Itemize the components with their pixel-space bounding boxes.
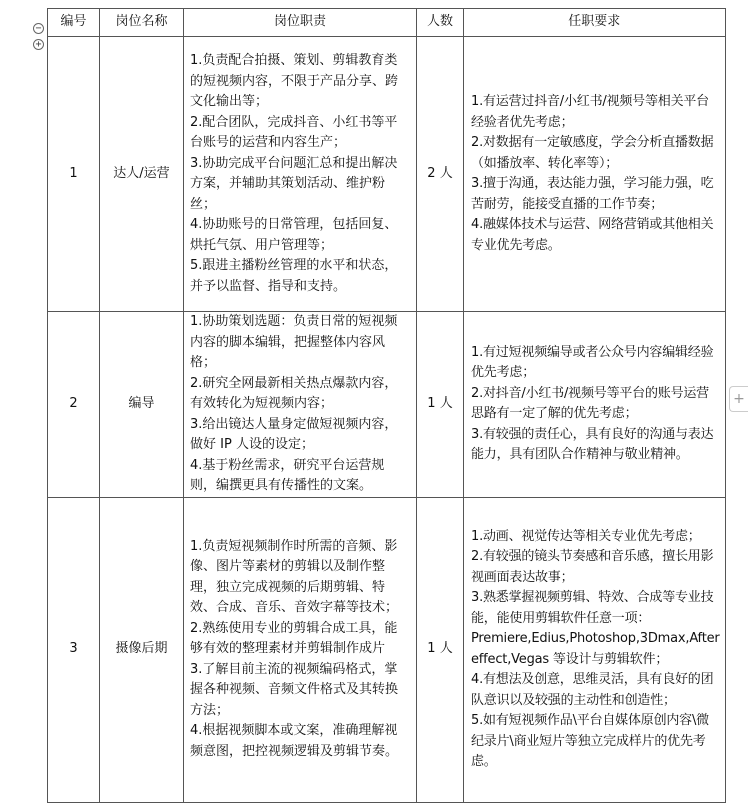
cell-position[interactable]: 摄像后期: [100, 497, 184, 802]
table-row: [48, 312, 726, 498]
table-header-row: [48, 9, 726, 37]
collapse-row-icon[interactable]: −: [33, 23, 44, 34]
add-row-icon[interactable]: +: [33, 39, 44, 50]
header-duties[interactable]: 岗位职责: [184, 9, 417, 37]
header-count[interactable]: 人数: [417, 9, 464, 37]
cell-count[interactable]: 1 人: [417, 312, 464, 498]
cell-duties[interactable]: [184, 37, 417, 312]
duties-text: 1.负责短视频制作时所需的音频、影像、图片等素材的剪辑以及制作整理，独立完成视频的后期剪辑、特效、合成、音乐、音效字幕等技术； 2.熟练使用专业的剪辑合成工具，能够有效的整理素材并剪辑制作成片 3.了解目前主流的视频编码格式，掌握各种视频、音频文件格式及其转换方法； 4.根据视频脚本或文案，准确理解视频意图，把控视频逻辑及剪辑节奏。: [190, 538, 399, 759]
table-row: [48, 497, 726, 802]
cell-requirements[interactable]: [464, 497, 726, 802]
header-requirements[interactable]: 任职要求: [464, 9, 726, 37]
cell-duties[interactable]: [184, 312, 417, 498]
requirements-text: 1.动画、视觉传达等相关专业优先考虑； 2.有较强的镜头节奏感和音乐感，擅长用影视画面表达故事； 3.熟悉掌握视频剪辑、特效、合成等专业技能，能使用剪辑软件任意一项：Premiere,Edius,Photoshop,3Dmax,After effect,Vegas 等设计与剪辑软件； 4.有想法及创意，思维灵活，具有良好的团队意识以及较强的主动性和创造性； 5.如有短视频作品\平台自媒体原创内容\微纪录片\商业短片等独立完成样片的优先考虑。: [471, 528, 720, 769]
cell-requirements[interactable]: [464, 37, 726, 312]
header-position[interactable]: 岗位名称: [100, 9, 184, 37]
cell-no[interactable]: 3: [48, 497, 100, 802]
cell-no[interactable]: 1: [48, 37, 100, 312]
requirements-text: 1.有过短视频编导或者公众号内容编辑经验优先考虑； 2.对抖音/小红书/视频号等平台的账号运营思路有一定了解的优先考虑； 3.有较强的责任心，具有良好的沟通与表达能力，具有团队合作精神与敬业精神。: [471, 344, 714, 463]
table-row: [48, 37, 726, 312]
cell-duties[interactable]: [184, 497, 417, 802]
duties-text: 1.协助策划选题：负责日常的短视频内容的脚本编辑，把握整体内容风格； 2.研究全网最新相关热点爆款内容，有效转化为短视频内容； 3.给出镜达人量身定做短视频内容，做好 IP 人设的设定； 4.基于粉丝需求，研究平台运营规则，编撰更具有传播性的文案。: [190, 314, 398, 493]
cell-requirements[interactable]: [464, 312, 726, 498]
add-column-button[interactable]: +: [729, 386, 748, 412]
requirements-text: 1.有运营过抖音/小红书/视频号等相关平台经验者优先考虑； 2.对数据有一定敏感度，学会分析直播数据（如播放率、转化率等）； 3.擅于沟通，表达能力强，学习能力强，吃苦耐劳，能接受直播的工作节奏； 4.融媒体技术与运营、网络营销或其他相关专业优先考虑。: [471, 94, 714, 253]
cell-count[interactable]: 1 人: [417, 497, 464, 802]
cell-position[interactable]: 编导: [100, 312, 184, 498]
cell-no[interactable]: 2: [48, 312, 100, 498]
duties-text: 1.负责配合拍摄、策划、剪辑教育类的短视频内容，不限于产品分享、跨文化输出等； 2.配合团队，完成抖音、小红书等平台账号的运营和内容生产； 3.协助完成平台问题汇总和提出解决方案，并辅助其策划活动、维护粉丝； 4.协助账号的日常管理，包括回复、烘托气氛、用户管理等； 5.跟进主播粉丝管理的水平和状态，并予以监督、指导和支持。: [190, 53, 399, 294]
job-table: [47, 8, 726, 803]
cell-position[interactable]: 达人/运营: [100, 37, 184, 312]
cell-count[interactable]: 2 人: [417, 37, 464, 312]
header-no[interactable]: 编号: [48, 9, 100, 37]
